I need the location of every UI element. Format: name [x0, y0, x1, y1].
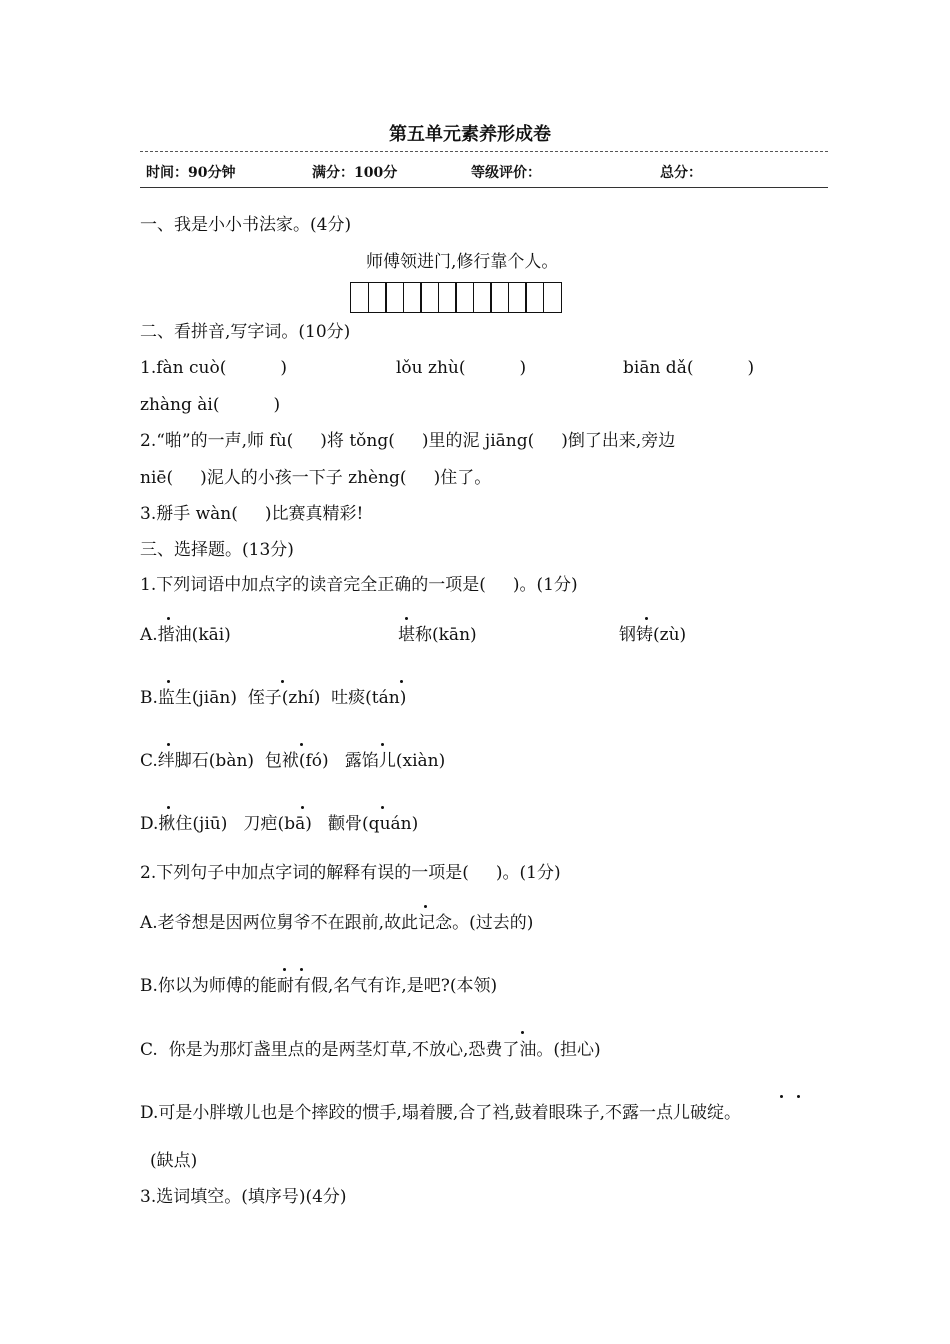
emphasis-dot	[167, 680, 170, 683]
emphasis-dot	[167, 617, 170, 620]
pinyin-lou-zhu[interactable]: lǒu zhù( )	[396, 358, 527, 378]
emphasis-dot	[424, 905, 427, 908]
pinyin-bian-da[interactable]: biān dǎ( )	[623, 358, 755, 378]
option-b[interactable]: B.监生(jiān) 侄子(zhí) 吐痰(tán)	[140, 688, 407, 708]
emphasis-dot	[405, 617, 408, 620]
calligraphy-sentence: 师傅领进门,修行靠个人。	[366, 252, 559, 272]
emphasis-dot	[381, 743, 384, 746]
grid-cell[interactable]	[473, 282, 492, 313]
emphasis-dot	[400, 680, 403, 683]
grid-cell[interactable]	[368, 282, 387, 313]
question-3-2: 2.下列句子中加点字词的解释有误的一项是( )。(1分)	[140, 863, 561, 883]
grid-cell[interactable]	[543, 282, 562, 313]
grid-cell[interactable]	[403, 282, 422, 313]
grid-cell[interactable]	[490, 282, 509, 313]
fill-sentence-3[interactable]: 3.掰手 wàn( )比赛真精彩!	[140, 504, 364, 524]
grade-label: 等级评价：	[471, 165, 541, 181]
option-c[interactable]: C.绊脚石(bàn) 包袱(fó) 露馅儿(xiàn)	[140, 751, 446, 771]
question-3-1: 1.下列词语中加点字的读音完全正确的一项是( )。(1分)	[140, 575, 578, 595]
question-3-3: 3.选词填空。(填序号)(4分)	[140, 1187, 347, 1207]
pinyin-zhang-ai[interactable]: zhàng ài( )	[140, 395, 281, 415]
option-2b[interactable]: B.你以为师傅的能耐有假,名气有诈,是吧?(本领)	[140, 976, 498, 996]
time-label: 时间：90分钟	[146, 165, 236, 181]
pinyin-fan-cuo[interactable]: 1.fàn cuò( )	[140, 358, 288, 378]
option-a-word-2[interactable]: 堪称(kān)	[398, 625, 477, 645]
grid-cell[interactable]	[455, 282, 474, 313]
emphasis-dot	[381, 806, 384, 809]
emphasis-dot	[300, 968, 303, 971]
emphasis-dot	[301, 806, 304, 809]
header-divider-top	[140, 151, 828, 152]
option-2c[interactable]: C. 你是为那灯盏里点的是两茎灯草,不放心,恐费了油。(担心)	[140, 1040, 601, 1060]
emphasis-dot	[780, 1095, 783, 1098]
emphasis-dot	[167, 743, 170, 746]
option-2d[interactable]: D.可是小胖墩儿也是个摔跤的惯手,塌着腰,合了裆,鼓着眼珠子,不露一点儿破绽。	[140, 1103, 742, 1123]
emphasis-dot	[521, 1031, 524, 1034]
option-d[interactable]: D.揪住(jiū) 刀疤(bā) 颧骨(quán)	[140, 814, 419, 834]
emphasis-dot	[300, 743, 303, 746]
header-divider-bottom	[140, 187, 828, 188]
grid-cell[interactable]	[350, 282, 369, 313]
section-3-heading: 三、选择题。(13分)	[140, 540, 294, 560]
total-score-label: 总分：	[660, 165, 702, 181]
grid-cell[interactable]	[438, 282, 457, 313]
option-2d-tail: (缺点)	[150, 1151, 198, 1171]
grid-cell[interactable]	[525, 282, 544, 313]
emphasis-dot	[645, 617, 648, 620]
writing-grid[interactable]	[350, 282, 560, 313]
full-score-label: 满分：100分	[312, 165, 398, 181]
fill-sentence-line-2[interactable]: niē( )泥人的小孩一下子 zhèng( )住了。	[140, 468, 492, 488]
emphasis-dot	[283, 968, 286, 971]
grid-cell[interactable]	[385, 282, 404, 313]
option-a-word-1[interactable]: A.揩油(kāi)	[140, 625, 231, 645]
section-1-heading: 一、我是小小书法家。(4分)	[140, 215, 352, 235]
emphasis-dot	[167, 806, 170, 809]
grid-cell[interactable]	[420, 282, 439, 313]
fill-sentence-line-1[interactable]: 2.“啪”的一声,师 fù( )将 tǒng( )里的泥 jiāng( )倒了出来,旁边	[140, 431, 676, 451]
emphasis-dot	[797, 1095, 800, 1098]
page-title: 第五单元素养形成卷	[389, 124, 551, 145]
option-a-word-3[interactable]: 钢铸(zù)	[619, 625, 687, 645]
option-2a[interactable]: A.老爷想是因两位舅爷不在跟前,故此记念。(过去的)	[140, 913, 534, 933]
section-2-heading: 二、看拼音,写字词。(10分)	[140, 322, 351, 342]
grid-cell[interactable]	[508, 282, 527, 313]
emphasis-dot	[281, 680, 284, 683]
